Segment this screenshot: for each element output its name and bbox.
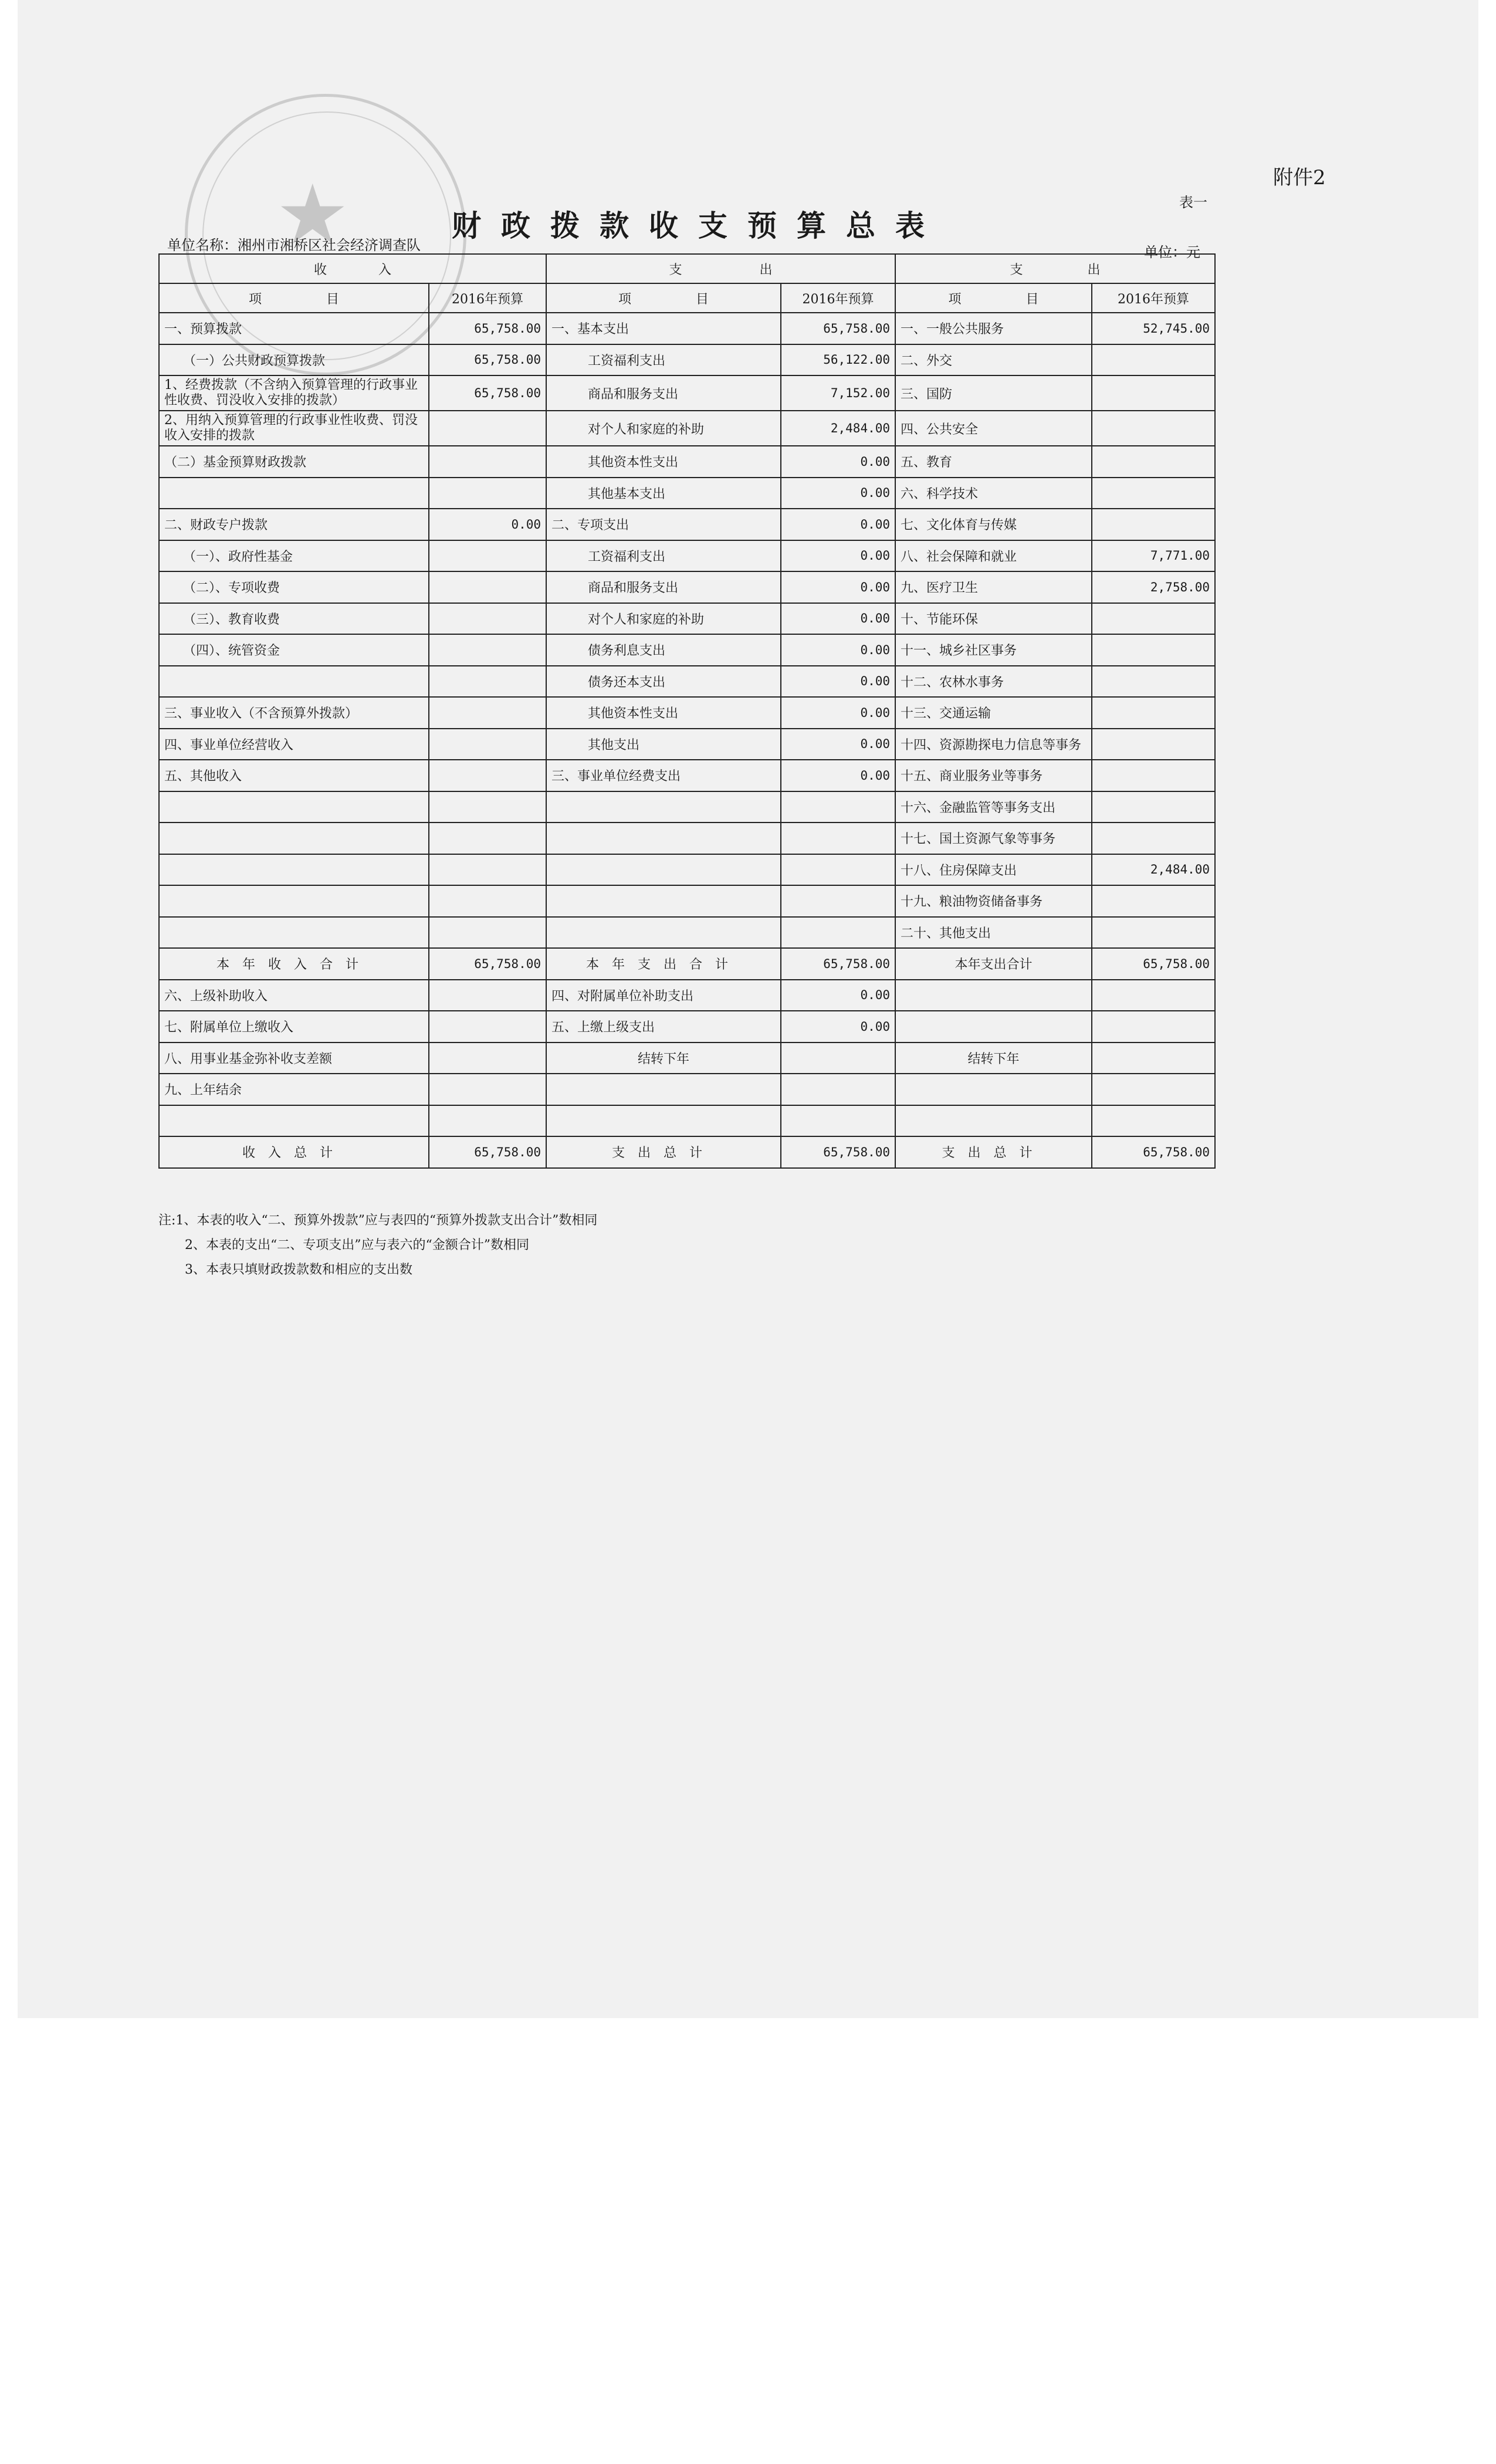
amount-cell <box>429 603 546 635</box>
amount-cell: 2,484.00 <box>781 411 895 446</box>
table-row <box>159 446 1215 478</box>
amount-cell: 0.00 <box>781 603 895 635</box>
amount-cell: 0.00 <box>781 729 895 760</box>
item-cell: 其他支出 <box>546 729 781 760</box>
amount-cell <box>429 1105 546 1137</box>
item-cell: 债务利息支出 <box>546 634 781 666</box>
amount-cell <box>1092 666 1215 698</box>
amount-cell <box>1092 917 1215 949</box>
item-cell: 收入总计 <box>159 1136 429 1168</box>
item-cell <box>546 917 781 949</box>
item-cell: 九、上年结余 <box>159 1074 429 1105</box>
amount-cell <box>1092 603 1215 635</box>
item-cell: 本年支出合计 <box>546 948 781 980</box>
amount-cell <box>1092 760 1215 791</box>
col-budget-header: 2016年预算 <box>429 283 546 313</box>
item-cell <box>546 854 781 886</box>
item-cell <box>546 885 781 917</box>
item-cell: 一、预算拨款 <box>159 313 429 344</box>
col-budget-header: 2016年预算 <box>1092 283 1215 313</box>
amount-cell <box>429 697 546 729</box>
amount-cell <box>429 729 546 760</box>
item-cell: （二）基金预算财政拨款 <box>159 446 429 478</box>
item-cell: 十、节能环保 <box>895 603 1092 635</box>
item-cell: 二、财政专户拨款 <box>159 509 429 540</box>
amount-cell <box>781 1105 895 1137</box>
item-cell: 2、用纳入预算管理的行政事业性收费、罚没收入安排的拨款 <box>159 411 429 446</box>
item-cell: 支出总计 <box>546 1136 781 1168</box>
item-cell: 三、事业单位经费支出 <box>546 760 781 791</box>
item-cell: 十四、资源勘探电力信息等事务 <box>895 729 1092 760</box>
item-cell: （四）、统管资金 <box>159 634 429 666</box>
item-cell: 八、社会保障和就业 <box>895 540 1092 572</box>
amount-cell: 0.00 <box>781 697 895 729</box>
amount-cell: 65,758.00 <box>1092 1136 1215 1168</box>
amount-cell: 56,122.00 <box>781 344 895 376</box>
amount-cell <box>429 980 546 1011</box>
col-item-header: 项 目 <box>546 283 781 313</box>
item-cell: 债务还本支出 <box>546 666 781 698</box>
item-cell <box>159 885 429 917</box>
item-cell: 十八、住房保障支出 <box>895 854 1092 886</box>
item-cell: 三、事业收入（不含预算外拨款） <box>159 697 429 729</box>
footnote-1: 注:1、本表的收入“二、预算外拨款”应与表四的“预算外拨款支出合计”数相同 <box>158 1213 598 1228</box>
item-cell <box>895 1074 1092 1105</box>
item-cell: 二、专项支出 <box>546 509 781 540</box>
item-cell: 十六、金融监管等事务支出 <box>895 791 1092 823</box>
amount-cell <box>1092 1011 1215 1043</box>
budget-table <box>158 253 1216 1169</box>
amount-cell: 0.00 <box>781 634 895 666</box>
item-cell <box>159 917 429 949</box>
table-row <box>159 509 1215 540</box>
amount-cell <box>429 885 546 917</box>
item-cell <box>895 1011 1092 1043</box>
table-row <box>159 571 1215 603</box>
item-cell: 工资福利支出 <box>546 540 781 572</box>
table-row <box>159 791 1215 823</box>
footnotes <box>158 1209 597 1282</box>
item-cell: 十七、国土资源气象等事务 <box>895 823 1092 854</box>
amount-cell: 52,745.00 <box>1092 313 1215 344</box>
amount-cell <box>429 411 546 446</box>
amount-cell <box>781 854 895 886</box>
table-row <box>159 634 1215 666</box>
col-budget-header: 2016年预算 <box>781 283 895 313</box>
amount-cell <box>429 854 546 886</box>
item-cell: 结转下年 <box>546 1043 781 1074</box>
amount-cell <box>1092 697 1215 729</box>
item-cell <box>159 854 429 886</box>
item-cell: 商品和服务支出 <box>546 375 781 411</box>
item-cell <box>546 791 781 823</box>
amount-cell <box>429 478 546 509</box>
amount-cell: 0.00 <box>781 980 895 1011</box>
amount-cell <box>429 540 546 572</box>
item-cell: （一）、政府性基金 <box>159 540 429 572</box>
page-title: 财政拨款收支预算总表 <box>452 208 945 243</box>
item-cell <box>159 666 429 698</box>
item-cell: 一、基本支出 <box>546 313 781 344</box>
table-row <box>159 1136 1215 1168</box>
item-cell: 七、附属单位上缴收入 <box>159 1011 429 1043</box>
item-cell: 本年收入合计 <box>159 948 429 980</box>
seal-star-icon: ★ <box>276 167 350 263</box>
amount-cell <box>1092 1105 1215 1137</box>
item-cell: 四、公共安全 <box>895 411 1092 446</box>
expense-header-2: 支 出 <box>895 254 1215 283</box>
amount-cell: 0.00 <box>781 478 895 509</box>
table-row <box>159 603 1215 635</box>
item-cell: 1、经费拨款（不含纳入预算管理的行政事业性收费、罚没收入安排的拨款） <box>159 375 429 411</box>
unit-name: 单位名称：湘州市湘桥区社会经济调查队 <box>167 237 421 253</box>
amount-cell <box>429 917 546 949</box>
amount-cell <box>781 917 895 949</box>
item-cell <box>546 823 781 854</box>
amount-cell: 65,758.00 <box>781 1136 895 1168</box>
amount-cell <box>429 1011 546 1043</box>
amount-cell: 0.00 <box>429 509 546 540</box>
item-cell: 其他资本性支出 <box>546 697 781 729</box>
item-cell: 其他基本支出 <box>546 478 781 509</box>
amount-cell <box>1092 411 1215 446</box>
item-cell <box>159 478 429 509</box>
item-cell: 七、文化体育与传媒 <box>895 509 1092 540</box>
item-cell: 工资福利支出 <box>546 344 781 376</box>
item-cell: 十五、商业服务业等事务 <box>895 760 1092 791</box>
amount-cell: 0.00 <box>781 540 895 572</box>
amount-cell <box>1092 634 1215 666</box>
amount-cell: 2,758.00 <box>1092 571 1215 603</box>
header-row-1 <box>159 254 1215 283</box>
amount-cell <box>1092 1043 1215 1074</box>
amount-cell: 65,758.00 <box>781 948 895 980</box>
item-cell: 四、事业单位经营收入 <box>159 729 429 760</box>
header-row-2 <box>159 283 1215 313</box>
col-item-header: 项 目 <box>895 283 1092 313</box>
amount-cell <box>429 634 546 666</box>
amount-cell <box>1092 478 1215 509</box>
table-row <box>159 478 1215 509</box>
amount-cell: 0.00 <box>781 446 895 478</box>
table-row <box>159 917 1215 949</box>
amount-cell: 0.00 <box>781 509 895 540</box>
amount-cell: 65,758.00 <box>781 313 895 344</box>
item-cell <box>159 823 429 854</box>
currency-unit: 单位：元 <box>1144 244 1200 260</box>
table-row <box>159 540 1215 572</box>
amount-cell <box>429 823 546 854</box>
amount-cell <box>1092 980 1215 1011</box>
item-cell: 其他资本性支出 <box>546 446 781 478</box>
amount-cell <box>1092 791 1215 823</box>
amount-cell <box>1092 446 1215 478</box>
item-cell <box>159 1105 429 1137</box>
table-row <box>159 1011 1215 1043</box>
item-cell: 本年支出合计 <box>895 948 1092 980</box>
table-row <box>159 823 1215 854</box>
item-cell: 五、教育 <box>895 446 1092 478</box>
income-header: 收 入 <box>159 254 546 283</box>
amount-cell: 2,484.00 <box>1092 854 1215 886</box>
table-row <box>159 729 1215 760</box>
table-row <box>159 411 1215 446</box>
amount-cell: 0.00 <box>781 571 895 603</box>
item-cell <box>895 1105 1092 1137</box>
amount-cell <box>1092 509 1215 540</box>
table-number: 表一 <box>1179 194 1207 211</box>
table-row <box>159 1043 1215 1074</box>
amount-cell <box>429 446 546 478</box>
table-row <box>159 760 1215 791</box>
item-cell: 支出总计 <box>895 1136 1092 1168</box>
amount-cell <box>429 791 546 823</box>
item-cell <box>159 791 429 823</box>
amount-cell: 0.00 <box>781 666 895 698</box>
item-cell: 十三、交通运输 <box>895 697 1092 729</box>
amount-cell <box>1092 344 1215 376</box>
amount-cell <box>429 1074 546 1105</box>
amount-cell: 65,758.00 <box>1092 948 1215 980</box>
amount-cell: 65,758.00 <box>429 1136 546 1168</box>
item-cell: 五、其他收入 <box>159 760 429 791</box>
table-row <box>159 697 1215 729</box>
item-cell: 四、对附属单位补助支出 <box>546 980 781 1011</box>
amount-cell <box>429 571 546 603</box>
item-cell: 三、国防 <box>895 375 1092 411</box>
item-cell: （一）公共财政预算拨款 <box>159 344 429 376</box>
table-row <box>159 885 1215 917</box>
item-cell: 结转下年 <box>895 1043 1092 1074</box>
amount-cell <box>1092 885 1215 917</box>
item-cell: 六、上级补助收入 <box>159 980 429 1011</box>
item-cell <box>546 1074 781 1105</box>
amount-cell: 7,771.00 <box>1092 540 1215 572</box>
footnote-2: 2、本表的支出“二、专项支出”应与表六的“金额合计”数相同 <box>185 1238 529 1253</box>
table-row <box>159 344 1215 376</box>
item-cell: 对个人和家庭的补助 <box>546 411 781 446</box>
amount-cell: 0.00 <box>781 760 895 791</box>
table-row <box>159 948 1215 980</box>
item-cell: 五、上缴上级支出 <box>546 1011 781 1043</box>
amount-cell <box>1092 375 1215 411</box>
amount-cell <box>781 791 895 823</box>
table-row <box>159 313 1215 344</box>
item-cell: 九、医疗卫生 <box>895 571 1092 603</box>
amount-cell <box>429 1043 546 1074</box>
item-cell <box>546 1105 781 1137</box>
item-cell: 二十、其他支出 <box>895 917 1092 949</box>
amount-cell: 65,758.00 <box>429 313 546 344</box>
item-cell: 十二、农林水事务 <box>895 666 1092 698</box>
item-cell: 六、科学技术 <box>895 478 1092 509</box>
amount-cell <box>781 1074 895 1105</box>
table-row <box>159 375 1215 411</box>
table-row <box>159 980 1215 1011</box>
amount-cell <box>429 760 546 791</box>
expense-header-1: 支 出 <box>546 254 895 283</box>
table-row <box>159 854 1215 886</box>
amount-cell <box>1092 729 1215 760</box>
amount-cell <box>781 885 895 917</box>
amount-cell <box>1092 1074 1215 1105</box>
amount-cell <box>781 823 895 854</box>
attachment-label: 附件2 <box>1273 166 1326 189</box>
col-item-header: 项 目 <box>159 283 429 313</box>
item-cell: （二）、专项收费 <box>159 571 429 603</box>
amount-cell <box>781 1043 895 1074</box>
table-row <box>159 666 1215 698</box>
amount-cell: 7,152.00 <box>781 375 895 411</box>
item-cell <box>895 980 1092 1011</box>
item-cell: 一、一般公共服务 <box>895 313 1092 344</box>
item-cell: 十一、城乡社区事务 <box>895 634 1092 666</box>
amount-cell: 65,758.00 <box>429 375 546 411</box>
table-row <box>159 1105 1215 1137</box>
item-cell: 二、外交 <box>895 344 1092 376</box>
item-cell: （三）、教育收费 <box>159 603 429 635</box>
table-row <box>159 1074 1215 1105</box>
amount-cell: 65,758.00 <box>429 344 546 376</box>
footnote-3: 3、本表只填财政拨款数和相应的支出数 <box>185 1263 412 1277</box>
amount-cell <box>1092 823 1215 854</box>
item-cell: 对个人和家庭的补助 <box>546 603 781 635</box>
item-cell: 十九、粮油物资储备事务 <box>895 885 1092 917</box>
item-cell: 八、用事业基金弥补收支差额 <box>159 1043 429 1074</box>
item-cell: 商品和服务支出 <box>546 571 781 603</box>
amount-cell <box>429 666 546 698</box>
amount-cell: 0.00 <box>781 1011 895 1043</box>
amount-cell: 65,758.00 <box>429 948 546 980</box>
